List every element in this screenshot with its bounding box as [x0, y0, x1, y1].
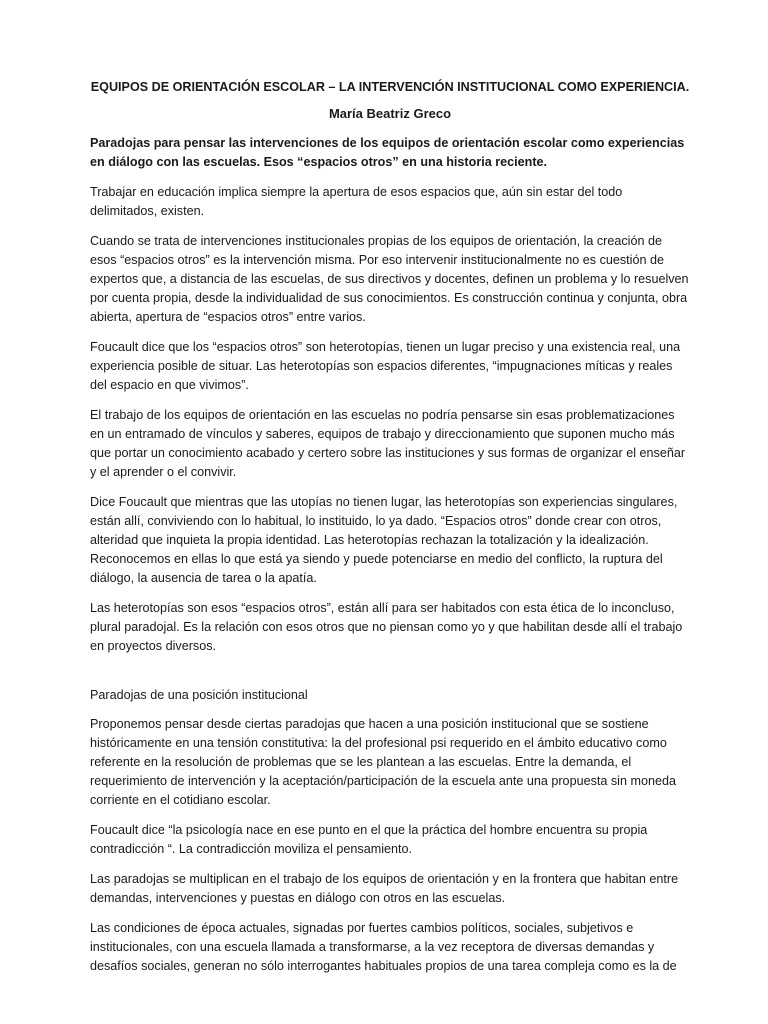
document-author: María Beatriz Greco — [328, 106, 452, 121]
document-title: EQUIPOS DE ORIENTACIÓN ESCOLAR – LA INTERVENCIÓN INSTITUCIONAL COMO EXPERIENCIA. — [90, 80, 690, 94]
paragraph: Cuando se trata de intervenciones institucionales propias de los equipos de orientación, la creación de esos “espacios otros” es la intervención misma. Por eso intervenir institucionalmente no es cuestión de expertos que, a distancia de las escuelas, de sus directivos y docentes, definen un problema y lo resuelven por cuenta propia, desde la individualidad de sus conocimientos. Es construcción continua y conjunta, obra abierta, apertura de “espacios otros” entre varios. — [90, 234, 689, 324]
document-page — [90, 78, 690, 987]
paragraph: Trabajar en educación implica siempre la apertura de esos espacios que, aún sin estar del todo delimitados, existen. — [90, 185, 623, 218]
paragraph: El trabajo de los equipos de orientación en las escuelas no podría pensarse sin esas problematizaciones en un entramado de vínculos y saberes, equipos de trabajo y direccionamiento que suponen mucho más que portar un conocimiento acabado y certero sobre las instituciones y sus formas de organizar el enseñar y el aprender o el convivir. — [90, 408, 686, 479]
paragraph: Foucault dice que los “espacios otros” son heterotopías, tienen un lugar preciso y una existencia real, una experiencia posible de situar. Las heterotopías son espacios diferentes, “impugnaciones míticas y reales del espacio en que vivimos”. — [90, 340, 681, 392]
intro-paragraph: Paradojas para pensar las intervenciones de los equipos de orientación escolar como experiencias en diálogo con las escuelas. Esos “espacios otros” en una historia reciente. — [90, 136, 685, 169]
paragraph: Las heterotopías son esos “espacios otros”, están allí para ser habitados con esta ética de lo inconcluso, plural paradojal. Es la relación con esos otros que no piensan como yo y que habilitan desde allí el trabajo en proyectos diversos. — [90, 601, 683, 653]
section-paragraph: Las paradojas se multiplican en el trabajo de los equipos de orientación y en la frontera que habitan entre demandas, intervenciones y puestas en diálogo con otros en las escuelas. — [90, 872, 679, 905]
section-paragraph: Las condiciones de época actuales, signadas por fuertes cambios políticos, sociales, subjetivos e institucionales, con una escuela llamada a transformarse, a la vez receptora de diversas demandas y desafíos sociales, generan no sólo interrogantes habituales propios de una tarea compleja como es la de — [90, 921, 677, 973]
paragraph: Dice Foucault que mientras que las utopías no tienen lugar, las heterotopías son experiencias singulares, están allí, conviviendo con lo habitual, lo instituido, lo ya dado. “Espacios otros” donde crear con otros, alteridad que inquieta la propia identidad. Las heterotopías rechazan la totalización y la idealización. Reconocemos en ellas lo que está ya siendo y puede potenciarse en medio del conflicto, la ruptura del diálogo, la ausencia de tarea o la apatía. — [90, 495, 678, 585]
section-paragraph: Proponemos pensar desde ciertas paradojas que hacen a una posición institucional que se sostiene históricamente en una tensión constitutiva: la del profesional psi requerido en el ámbito educativo como referente en la resolución de problemas que se les plantean a las escuelas. Entre la demanda, el requerimiento de intervención y la aceptación/participación de la escuela ante una propuesta sin moneda corriente en el cotidiano escolar. — [90, 717, 676, 807]
section-heading: Paradojas de una posición institucional — [90, 688, 308, 702]
section-paragraph: Foucault dice “la psicología nace en ese punto en el que la práctica del hombre encuentra su propia contradicción “. La contradicción moviliza el pensamiento. — [90, 823, 648, 856]
